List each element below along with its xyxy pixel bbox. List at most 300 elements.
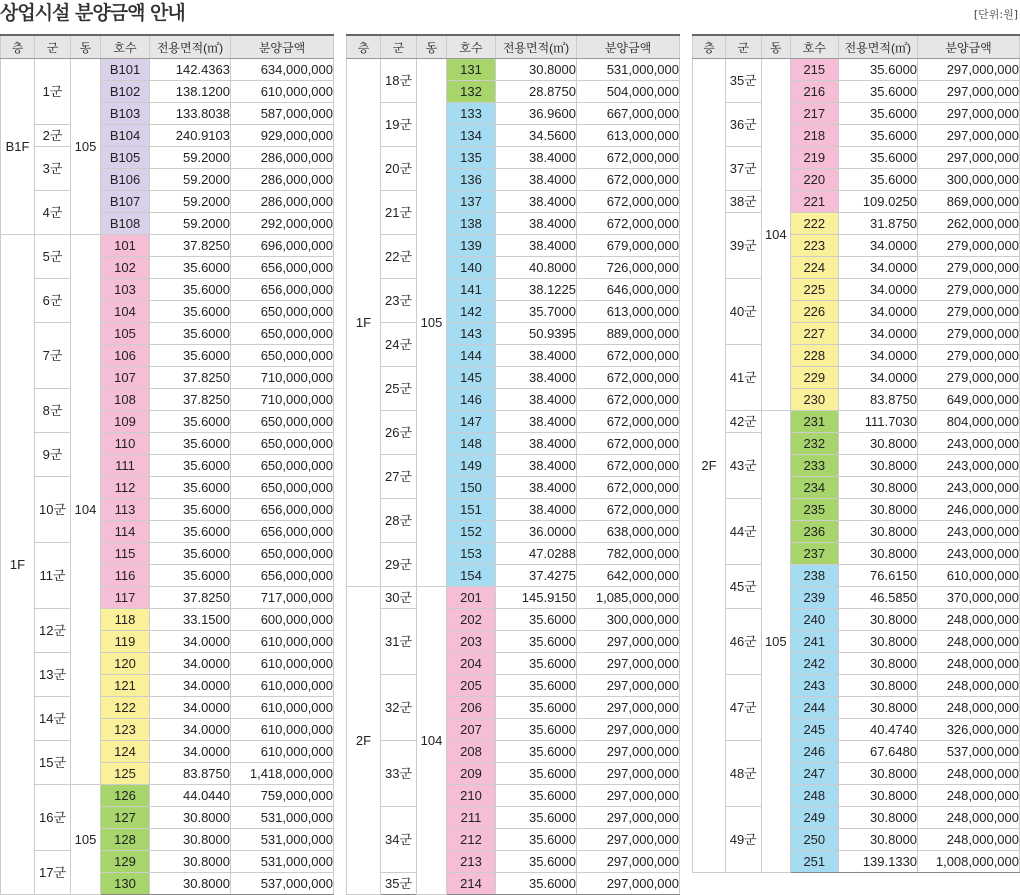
group-cell: 1군	[35, 59, 71, 125]
price-cell: 710,000,000	[231, 389, 334, 411]
area-cell: 35.6000	[150, 345, 231, 367]
table-row	[1, 389, 334, 411]
unit-cell: 244	[791, 697, 838, 719]
area-cell: 35.6000	[496, 609, 577, 631]
unit-cell: 206	[447, 697, 496, 719]
table-row	[693, 499, 1020, 521]
price-cell: 297,000,000	[918, 81, 1020, 103]
area-cell: 46.5850	[838, 587, 918, 609]
unit-cell: 243	[791, 675, 838, 697]
area-cell: 30.8000	[838, 609, 918, 631]
price-cell: 279,000,000	[918, 323, 1020, 345]
area-cell: 35.6000	[496, 741, 577, 763]
price-cell: 297,000,000	[577, 675, 680, 697]
group-cell: 23군	[381, 279, 417, 323]
floor-cell: 2F	[693, 59, 726, 873]
unit-cell: 101	[101, 235, 150, 257]
price-cell: 300,000,000	[918, 169, 1020, 191]
table-row	[693, 609, 1020, 631]
price-cell: 650,000,000	[231, 345, 334, 367]
table-row	[1, 279, 334, 301]
group-cell: 19군	[381, 103, 417, 147]
table-row	[347, 587, 680, 609]
price-cell: 650,000,000	[231, 323, 334, 345]
unit-cell: 107	[101, 367, 150, 389]
price-cell: 262,000,000	[918, 213, 1020, 235]
group-cell: 46군	[725, 609, 761, 675]
unit-cell: 251	[791, 851, 838, 873]
unit-cell: 102	[101, 257, 150, 279]
price-cell: 672,000,000	[577, 389, 680, 411]
area-cell: 109.0250	[838, 191, 918, 213]
area-cell: 30.8000	[150, 807, 231, 829]
price-cell: 243,000,000	[918, 455, 1020, 477]
table-row	[1, 851, 334, 873]
price-cell: 248,000,000	[918, 763, 1020, 785]
unit-cell: 211	[447, 807, 496, 829]
area-cell: 37.4275	[496, 565, 577, 587]
unit-cell: 151	[447, 499, 496, 521]
area-cell: 59.2000	[150, 191, 231, 213]
area-cell: 38.4000	[496, 367, 577, 389]
group-cell: 10군	[35, 477, 71, 543]
unit-cell: 237	[791, 543, 838, 565]
unit-cell: 146	[447, 389, 496, 411]
unit-cell: 136	[447, 169, 496, 191]
table-row	[1, 433, 334, 455]
group-cell: 44군	[725, 499, 761, 565]
group-cell: 45군	[725, 565, 761, 609]
group-cell: 34군	[381, 807, 417, 873]
group-cell: 11군	[35, 543, 71, 609]
price-cell: 672,000,000	[577, 411, 680, 433]
area-cell: 34.0000	[150, 631, 231, 653]
table-row	[693, 433, 1020, 455]
price-cell: 297,000,000	[918, 147, 1020, 169]
group-cell: 49군	[725, 807, 761, 873]
area-cell: 35.6000	[150, 565, 231, 587]
area-cell: 30.8000	[150, 829, 231, 851]
unit-cell: 224	[791, 257, 838, 279]
price-cell: 667,000,000	[577, 103, 680, 125]
table-row	[1, 653, 334, 675]
unit-cell: 145	[447, 367, 496, 389]
area-cell: 138.1200	[150, 81, 231, 103]
area-cell: 30.8000	[838, 521, 918, 543]
table-row	[347, 411, 680, 433]
unit-cell: 228	[791, 345, 838, 367]
building-cell: 105	[417, 59, 447, 587]
unit-cell: 250	[791, 829, 838, 851]
unit-cell: 137	[447, 191, 496, 213]
group-cell: 26군	[381, 411, 417, 455]
area-cell: 47.0288	[496, 543, 577, 565]
price-cell: 650,000,000	[231, 301, 334, 323]
price-cell: 1,418,000,000	[231, 763, 334, 785]
area-cell: 35.6000	[838, 169, 918, 191]
area-cell: 38.4000	[496, 191, 577, 213]
group-cell: 35군	[725, 59, 761, 103]
area-cell: 67.6480	[838, 741, 918, 763]
table-row	[693, 191, 1020, 213]
area-cell: 35.6000	[150, 433, 231, 455]
unit-cell: 135	[447, 147, 496, 169]
area-cell: 38.4000	[496, 147, 577, 169]
price-cell: 279,000,000	[918, 345, 1020, 367]
unit-cell: 221	[791, 191, 838, 213]
price-cell: 613,000,000	[577, 125, 680, 147]
price-cell: 672,000,000	[577, 477, 680, 499]
area-cell: 38.4000	[496, 389, 577, 411]
table-row	[693, 345, 1020, 367]
floor-cell: 1F	[347, 59, 381, 587]
price-cell: 504,000,000	[577, 81, 680, 103]
table-row	[1, 697, 334, 719]
header-price: 분양금액	[231, 35, 334, 59]
area-cell: 30.8000	[838, 785, 918, 807]
unit-cell: 201	[447, 587, 496, 609]
area-cell: 35.6000	[150, 477, 231, 499]
price-cell: 243,000,000	[918, 543, 1020, 565]
area-cell: 38.4000	[496, 455, 577, 477]
table-row	[347, 191, 680, 213]
price-cell: 672,000,000	[577, 345, 680, 367]
unit-cell: 231	[791, 411, 838, 433]
unit-cell: 119	[101, 631, 150, 653]
unit-cell: 203	[447, 631, 496, 653]
group-cell: 32군	[381, 675, 417, 741]
area-cell: 38.4000	[496, 433, 577, 455]
group-cell: 37군	[725, 147, 761, 191]
table-row	[347, 499, 680, 521]
area-cell: 50.9395	[496, 323, 577, 345]
table-row	[693, 213, 1020, 235]
unit-cell: 225	[791, 279, 838, 301]
unit-cell: 218	[791, 125, 838, 147]
price-cell: 656,000,000	[231, 565, 334, 587]
unit-cell: 148	[447, 433, 496, 455]
area-cell: 35.6000	[496, 829, 577, 851]
header-price: 분양금액	[918, 35, 1020, 59]
area-cell: 59.2000	[150, 169, 231, 191]
price-cell: 782,000,000	[577, 543, 680, 565]
price-cell: 279,000,000	[918, 257, 1020, 279]
group-cell: 2군	[35, 125, 71, 147]
area-cell: 38.4000	[496, 345, 577, 367]
area-cell: 35.6000	[496, 785, 577, 807]
unit-cell: 130	[101, 873, 150, 895]
unit-cell: 152	[447, 521, 496, 543]
header-building: 동	[417, 35, 447, 59]
building-cell: 105	[71, 59, 101, 235]
area-cell: 30.8000	[150, 851, 231, 873]
price-cell: 587,000,000	[231, 103, 334, 125]
unit-cell: 108	[101, 389, 150, 411]
price-cell: 246,000,000	[918, 499, 1020, 521]
unit-cell: 147	[447, 411, 496, 433]
group-cell: 21군	[381, 191, 417, 235]
price-cell: 610,000,000	[231, 719, 334, 741]
unit-cell: 143	[447, 323, 496, 345]
table-row	[693, 411, 1020, 433]
area-cell: 35.6000	[496, 763, 577, 785]
area-cell: 35.6000	[496, 873, 577, 895]
area-cell: 35.6000	[150, 257, 231, 279]
unit-cell: 209	[447, 763, 496, 785]
unit-cell: B107	[101, 191, 150, 213]
unit-cell: 240	[791, 609, 838, 631]
price-cell: 804,000,000	[918, 411, 1020, 433]
price-cell: 297,000,000	[577, 653, 680, 675]
group-cell: 6군	[35, 279, 71, 323]
price-cell: 1,008,000,000	[918, 851, 1020, 873]
area-cell: 38.1225	[496, 279, 577, 301]
price-cell: 929,000,000	[231, 125, 334, 147]
group-cell: 33군	[381, 741, 417, 807]
area-cell: 36.0000	[496, 521, 577, 543]
area-cell: 30.8000	[838, 829, 918, 851]
area-cell: 35.6000	[150, 279, 231, 301]
table-row	[1, 785, 334, 807]
unit-cell: 204	[447, 653, 496, 675]
unit-cell: 227	[791, 323, 838, 345]
group-cell: 43군	[725, 433, 761, 499]
price-cell: 869,000,000	[918, 191, 1020, 213]
group-cell: 35군	[381, 873, 417, 895]
price-cell: 726,000,000	[577, 257, 680, 279]
price-cell: 248,000,000	[918, 785, 1020, 807]
area-cell: 34.5600	[496, 125, 577, 147]
group-cell: 12군	[35, 609, 71, 653]
unit-cell: 125	[101, 763, 150, 785]
price-cell: 531,000,000	[231, 807, 334, 829]
price-cell: 672,000,000	[577, 455, 680, 477]
price-cell: 650,000,000	[231, 477, 334, 499]
price-cell: 610,000,000	[231, 631, 334, 653]
table-row	[347, 59, 680, 81]
price-cell: 248,000,000	[918, 609, 1020, 631]
price-cell: 297,000,000	[577, 785, 680, 807]
header-building: 동	[71, 35, 101, 59]
group-cell: 18군	[381, 59, 417, 103]
area-cell: 34.0000	[150, 719, 231, 741]
unit-cell: 214	[447, 873, 496, 895]
header-area: 전용면적(㎡)	[496, 35, 577, 59]
area-cell: 38.4000	[496, 235, 577, 257]
group-cell: 36군	[725, 103, 761, 147]
price-cell: 531,000,000	[577, 59, 680, 81]
price-cell: 537,000,000	[918, 741, 1020, 763]
price-cell: 243,000,000	[918, 433, 1020, 455]
area-cell: 38.4000	[496, 213, 577, 235]
area-cell: 35.6000	[150, 543, 231, 565]
group-cell: 5군	[35, 235, 71, 279]
area-cell: 35.7000	[496, 301, 577, 323]
unit-cell: 123	[101, 719, 150, 741]
price-table-1	[0, 34, 334, 895]
table-row	[1, 477, 334, 499]
price-cell: 634,000,000	[231, 59, 334, 81]
area-cell: 34.0000	[838, 323, 918, 345]
price-cell: 656,000,000	[231, 257, 334, 279]
unit-cell: 113	[101, 499, 150, 521]
price-cell: 286,000,000	[231, 169, 334, 191]
area-cell: 142.4363	[150, 59, 231, 81]
area-cell: 30.8000	[838, 477, 918, 499]
unit-cell: 245	[791, 719, 838, 741]
unit-cell: 133	[447, 103, 496, 125]
price-cell: 248,000,000	[918, 697, 1020, 719]
unit-cell: 114	[101, 521, 150, 543]
area-cell: 34.0000	[838, 257, 918, 279]
price-cell: 300,000,000	[577, 609, 680, 631]
price-cell: 650,000,000	[231, 455, 334, 477]
unit-cell: 150	[447, 477, 496, 499]
area-cell: 40.8000	[496, 257, 577, 279]
unit-cell: 207	[447, 719, 496, 741]
unit-cell: 246	[791, 741, 838, 763]
price-cell: 279,000,000	[918, 301, 1020, 323]
area-cell: 240.9103	[150, 125, 231, 147]
price-cell: 672,000,000	[577, 213, 680, 235]
area-cell: 30.8000	[838, 807, 918, 829]
group-cell: 28군	[381, 499, 417, 543]
area-cell: 35.6000	[838, 147, 918, 169]
building-cell: 105	[761, 411, 791, 873]
unit-cell: 105	[101, 323, 150, 345]
price-cell: 297,000,000	[577, 719, 680, 741]
price-cell: 537,000,000	[231, 873, 334, 895]
price-cell: 650,000,000	[231, 433, 334, 455]
unit-cell: 242	[791, 653, 838, 675]
area-cell: 37.8250	[150, 367, 231, 389]
price-cell: 370,000,000	[918, 587, 1020, 609]
unit-cell: 112	[101, 477, 150, 499]
unit-cell: 247	[791, 763, 838, 785]
area-cell: 38.4000	[496, 169, 577, 191]
group-cell: 16군	[35, 785, 71, 851]
area-cell: 28.8750	[496, 81, 577, 103]
price-cell: 297,000,000	[918, 59, 1020, 81]
price-cell: 610,000,000	[231, 81, 334, 103]
unit-note: [단위:원]	[973, 8, 1018, 21]
unit-cell: 223	[791, 235, 838, 257]
unit-cell: 212	[447, 829, 496, 851]
area-cell: 59.2000	[150, 147, 231, 169]
floor-cell: 1F	[1, 235, 35, 895]
area-cell: 30.8000	[496, 59, 577, 81]
group-cell: 31군	[381, 609, 417, 675]
area-cell: 30.8000	[838, 433, 918, 455]
area-cell: 83.8750	[150, 763, 231, 785]
unit-cell: 142	[447, 301, 496, 323]
price-cell: 656,000,000	[231, 521, 334, 543]
area-cell: 30.8000	[150, 873, 231, 895]
price-cell: 646,000,000	[577, 279, 680, 301]
group-cell: 8군	[35, 389, 71, 433]
unit-cell: 248	[791, 785, 838, 807]
price-cell: 642,000,000	[577, 565, 680, 587]
area-cell: 83.8750	[838, 389, 918, 411]
unit-cell: 219	[791, 147, 838, 169]
header-area: 전용면적(㎡)	[150, 35, 231, 59]
price-cell: 248,000,000	[918, 807, 1020, 829]
group-cell: 14군	[35, 697, 71, 741]
table-row	[347, 675, 680, 697]
price-cell: 650,000,000	[231, 543, 334, 565]
price-cell: 297,000,000	[577, 631, 680, 653]
unit-cell: 230	[791, 389, 838, 411]
group-cell: 30군	[381, 587, 417, 609]
area-cell: 30.8000	[838, 543, 918, 565]
unit-cell: 134	[447, 125, 496, 147]
unit-cell: 238	[791, 565, 838, 587]
price-cell: 297,000,000	[577, 873, 680, 895]
area-cell: 111.7030	[838, 411, 918, 433]
area-cell: 34.0000	[150, 741, 231, 763]
price-cell: 600,000,000	[231, 609, 334, 631]
price-cell: 672,000,000	[577, 433, 680, 455]
group-cell: 4군	[35, 191, 71, 235]
unit-cell: 205	[447, 675, 496, 697]
unit-cell: 115	[101, 543, 150, 565]
unit-cell: 128	[101, 829, 150, 851]
unit-cell: 111	[101, 455, 150, 477]
price-cell: 243,000,000	[918, 521, 1020, 543]
price-cell: 297,000,000	[577, 829, 680, 851]
area-cell: 34.0000	[150, 675, 231, 697]
price-cell: 279,000,000	[918, 367, 1020, 389]
area-cell: 35.6000	[838, 103, 918, 125]
price-cell: 672,000,000	[577, 367, 680, 389]
unit-cell: B106	[101, 169, 150, 191]
unit-cell: 208	[447, 741, 496, 763]
header-area: 전용면적(㎡)	[838, 35, 918, 59]
unit-cell: 232	[791, 433, 838, 455]
unit-cell: 121	[101, 675, 150, 697]
floor-cell: 2F	[347, 587, 381, 895]
header-group: 군	[381, 35, 417, 59]
price-cell: 613,000,000	[577, 301, 680, 323]
price-cell: 656,000,000	[231, 499, 334, 521]
table-row	[1, 235, 334, 257]
unit-cell: 233	[791, 455, 838, 477]
header-building: 동	[761, 35, 791, 59]
area-cell: 33.1500	[150, 609, 231, 631]
price-cell: 650,000,000	[231, 411, 334, 433]
unit-cell: 215	[791, 59, 838, 81]
unit-cell: 104	[101, 301, 150, 323]
table-row	[1, 543, 334, 565]
area-cell: 35.6000	[150, 521, 231, 543]
table-row	[347, 279, 680, 301]
unit-cell: 126	[101, 785, 150, 807]
area-cell: 35.6000	[150, 411, 231, 433]
table-row	[1, 59, 334, 81]
unit-cell: 149	[447, 455, 496, 477]
table-row	[347, 807, 680, 829]
price-cell: 672,000,000	[577, 169, 680, 191]
table-row	[347, 741, 680, 763]
unit-cell: B102	[101, 81, 150, 103]
area-cell: 38.4000	[496, 477, 577, 499]
area-cell: 35.6000	[496, 675, 577, 697]
group-cell: 27군	[381, 455, 417, 499]
unit-cell: 129	[101, 851, 150, 873]
group-cell: 20군	[381, 147, 417, 191]
group-cell: 3군	[35, 147, 71, 191]
price-cell: 710,000,000	[231, 367, 334, 389]
